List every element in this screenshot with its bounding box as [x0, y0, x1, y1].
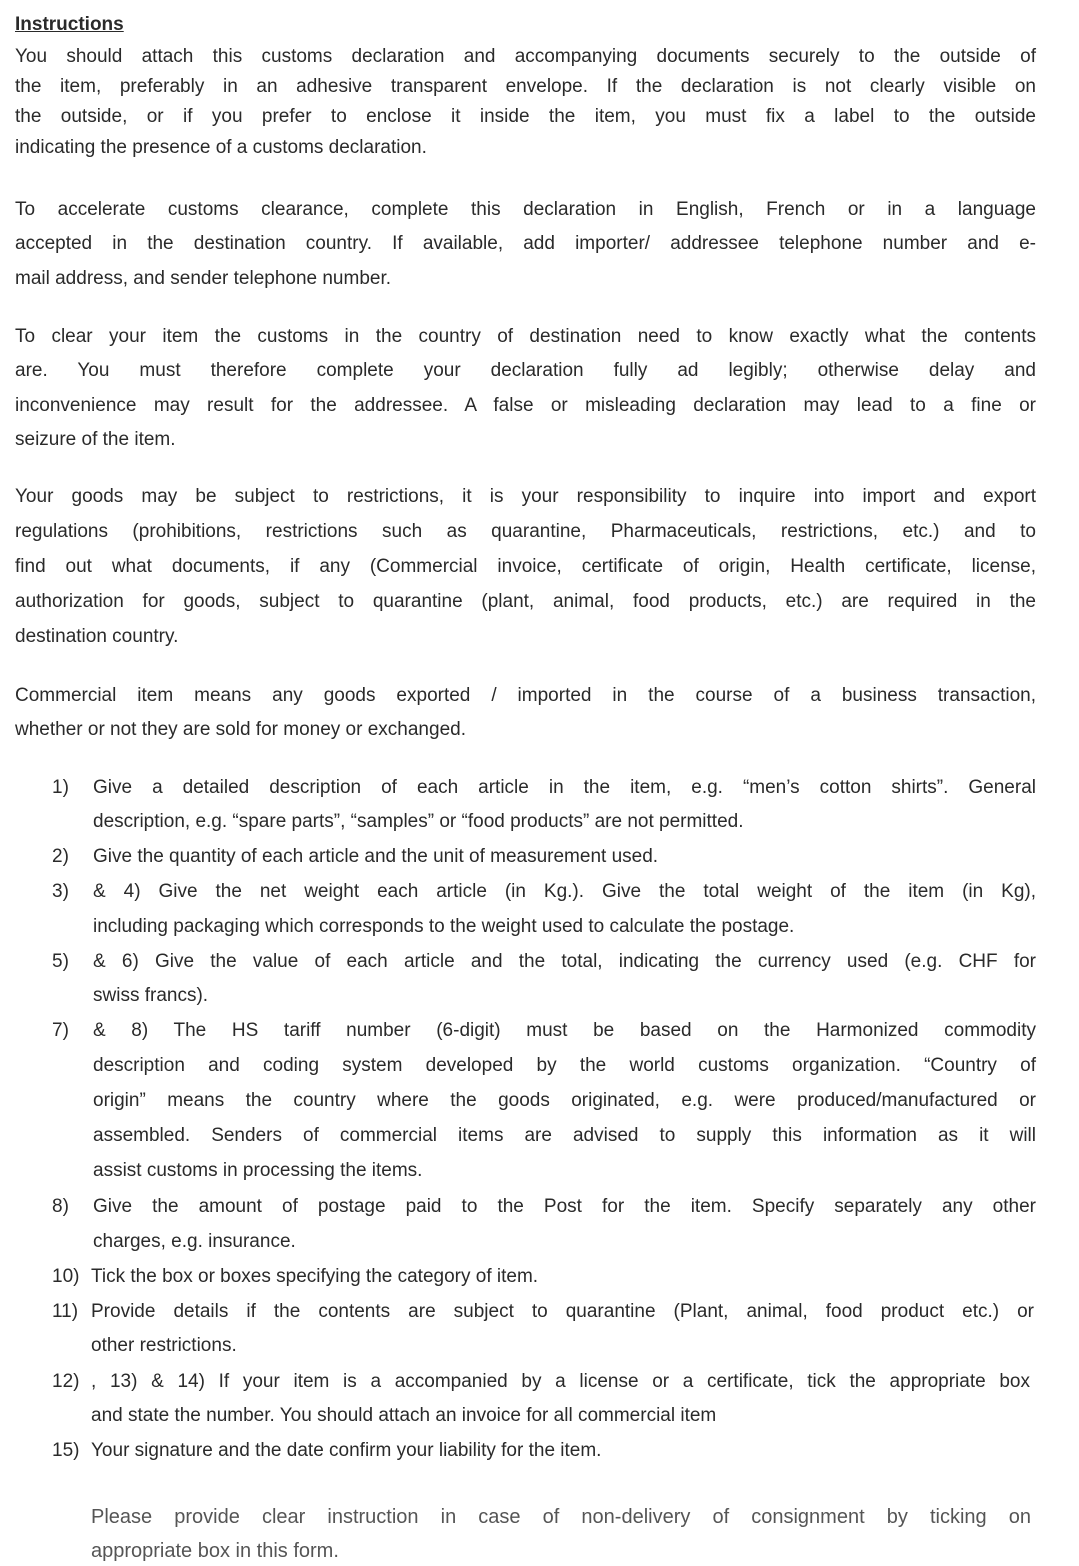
- list-number: 5): [52, 951, 69, 972]
- text-line: find out what documents, if any (Commercial invoice, certificate of origin, Health certificate, license,: [15, 556, 1036, 577]
- text-line: accepted in the destination country. If available, add importer/ addressee telephone number and e-: [15, 233, 1036, 254]
- list-number: 7): [52, 1020, 69, 1041]
- text-line: Provide details if the contents are subject to quarantine (Plant, animal, food product etc.) or: [91, 1301, 1034, 1322]
- text-line: other restrictions.: [91, 1335, 237, 1356]
- text-line: & 8) The HS tariff number (6-digit) must be based on the Harmonized commodity: [93, 1020, 1036, 1041]
- list-number: 12): [52, 1371, 80, 1392]
- text-line: Give a detailed description of each article in the item, e.g. “men’s cotton shirts”. General: [93, 777, 1036, 798]
- text-line: inconvenience may result for the addressee. A false or misleading declaration may lead to a fine or: [15, 395, 1036, 416]
- list-number: 1): [52, 777, 69, 798]
- text-line: seizure of the item.: [15, 429, 176, 450]
- text-line: swiss francs).: [93, 985, 209, 1006]
- text-line: Please provide clear instruction in case of non-delivery of consignment by ticking on: [91, 1506, 1031, 1528]
- text-line: & 4) Give the net weight each article (in Kg.). Give the total weight of the item (in Kg),: [93, 881, 1036, 902]
- list-number: 2): [52, 846, 69, 867]
- text-line: indicating the presence of a customs declaration.: [15, 137, 427, 158]
- text-line: charges, e.g. insurance.: [93, 1231, 296, 1252]
- text-line: origin” means the country where the goods originated, e.g. were produced/manufactured or: [93, 1090, 1036, 1111]
- text-line: assembled. Senders of commercial items are advised to supply this information as it will: [93, 1125, 1036, 1146]
- text-line: appropriate box in this form.: [91, 1540, 339, 1562]
- instructions-heading: Instructions: [15, 14, 124, 35]
- text-line: Your signature and the date confirm your liability for the item.: [91, 1440, 602, 1461]
- text-line: assist customs in processing the items.: [93, 1160, 423, 1181]
- text-line: and state the number. You should attach an invoice for all commercial item: [91, 1405, 717, 1426]
- text-line: the outside, or if you prefer to enclose it inside the item, you must fix a label to the outside: [15, 106, 1036, 127]
- text-line: You should attach this customs declaration and accompanying documents securely to the outside of: [15, 46, 1036, 67]
- text-line: Commercial item means any goods exported / imported in the course of a business transaction,: [15, 685, 1036, 706]
- text-line: Give the amount of postage paid to the Post for the item. Specify separately any other: [93, 1196, 1036, 1217]
- text-line: , 13) & 14) If your item is a accompanied by a license or a certificate, tick the appropriate box: [91, 1371, 1030, 1392]
- text-line: To clear your item the customs in the country of destination need to know exactly what the contents: [15, 326, 1036, 347]
- text-line: whether or not they are sold for money or exchanged.: [15, 719, 466, 740]
- text-line: Your goods may be subject to restrictions, it is your responsibility to inquire into import and export: [15, 486, 1036, 507]
- text-line: authorization for goods, subject to quarantine (plant, animal, food products, etc.) are required in the: [15, 591, 1036, 612]
- text-line: are. You must therefore complete your declaration fully ad legibly; otherwise delay and: [15, 360, 1036, 381]
- text-line: description and coding system developed by the world customs organization. “Country of: [93, 1055, 1036, 1076]
- text-line: Give the quantity of each article and the unit of measurement used.: [93, 846, 659, 867]
- text-line: destination country.: [15, 626, 179, 647]
- text-line: & 6) Give the value of each article and the total, indicating the currency used (e.g. CHF for: [93, 951, 1036, 972]
- text-line: the item, preferably in an adhesive transparent envelope. If the declaration is not clearly visible on: [15, 76, 1036, 97]
- text-line: Tick the box or boxes specifying the category of item.: [91, 1266, 539, 1287]
- list-number: 8): [52, 1196, 69, 1217]
- list-number: 11): [52, 1301, 79, 1322]
- text-line: mail address, and sender telephone number.: [15, 268, 392, 289]
- text-line: To accelerate customs clearance, complete this declaration in English, French or in a language: [15, 199, 1036, 220]
- list-number: 15): [52, 1440, 80, 1461]
- list-number: 3): [52, 881, 69, 902]
- text-line: including packaging which corresponds to the weight used to calculate the postage.: [93, 916, 795, 937]
- text-line: regulations (prohibitions, restrictions such as quarantine, Pharmaceuticals, restrictions, etc.) and to: [15, 521, 1036, 542]
- list-number: 10): [52, 1266, 80, 1287]
- text-line: description, e.g. “spare parts”, “samples” or “food products” are not permitted.: [93, 811, 744, 832]
